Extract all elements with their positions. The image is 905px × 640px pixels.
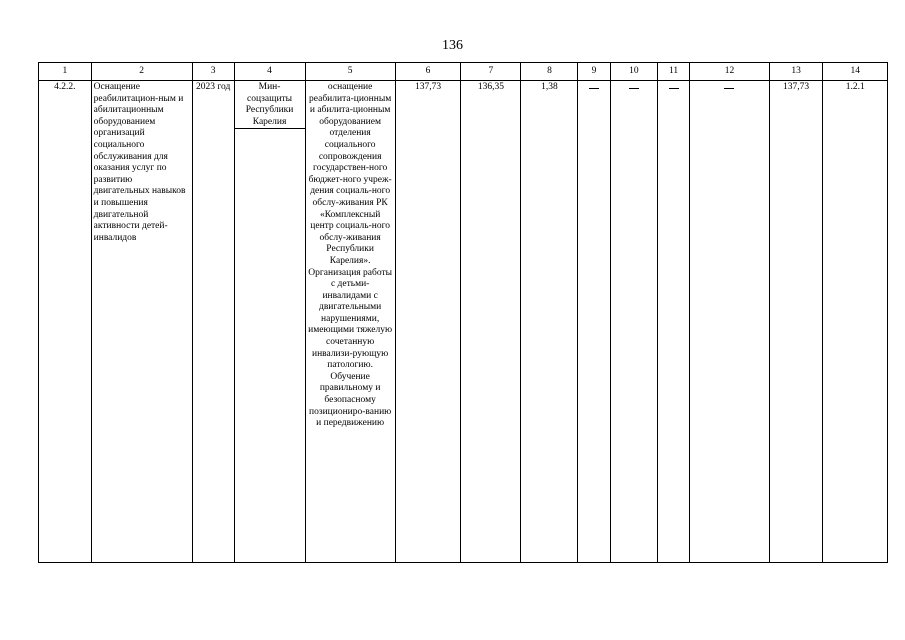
value-cell-8: 1,38 — [521, 81, 578, 563]
event-cell: Оснащение реабилитацион-ным и абилитационным оборудованием организаций социального обслуживания для оказания услуг по развитию двигательных навыков и повышения двигательной активности детей-инвалидов — [91, 81, 192, 563]
header-cell: 2 — [91, 63, 192, 81]
program-table — [38, 62, 888, 563]
header-cell: 12 — [690, 63, 770, 81]
executor-cell — [234, 81, 305, 563]
header-cell: 8 — [521, 63, 578, 81]
header-cell: 4 — [234, 63, 305, 81]
result-cell: оснащение реабилита-ционным и абилита-ционным оборудованием отделения социального сопровождения государствен-ного бюджет-ного учреж-дения социаль-ного обслу-живания РК «Комплексный центр социаль-ного обслу-живания Республики Карелия». Организация работы с детьми-инвалидами с двигательными нарушениями, имеющими тяжелую сочетанную инвализи-рующую патологию. Обучение правильному и безопасному позициониро-ванию и передвижению — [305, 81, 395, 563]
executor-text: Мин-соцзащиты Республики Карелия — [235, 82, 305, 129]
header-cell: 9 — [578, 63, 610, 81]
header-cell: 3 — [192, 63, 234, 81]
dash-mark — [629, 84, 639, 89]
header-cell: 7 — [461, 63, 521, 81]
dash-cell-12 — [690, 81, 770, 563]
dash-mark — [724, 84, 734, 89]
header-cell: 1 — [39, 63, 92, 81]
value-cell-14: 1.2.1 — [823, 81, 888, 563]
header-cell: 10 — [610, 63, 657, 81]
dash-cell-11 — [657, 81, 689, 563]
dash-cell-9 — [578, 81, 610, 563]
header-cell: 14 — [823, 63, 888, 81]
dash-mark — [589, 84, 599, 89]
header-cell: 5 — [305, 63, 395, 81]
value-cell-7: 136,35 — [461, 81, 521, 563]
dash-cell-10 — [610, 81, 657, 563]
header-cell: 6 — [395, 63, 461, 81]
header-cell: 11 — [657, 63, 689, 81]
year-cell: 2023 год — [192, 81, 234, 563]
table-row — [39, 81, 888, 563]
page-number: 136 — [442, 38, 463, 53]
header-row — [39, 63, 888, 81]
dash-mark — [669, 84, 679, 89]
header-cell: 13 — [769, 63, 823, 81]
value-cell-6: 137,73 — [395, 81, 461, 563]
value-cell-13: 137,73 — [769, 81, 823, 563]
code-cell: 4.2.2. — [39, 81, 92, 563]
